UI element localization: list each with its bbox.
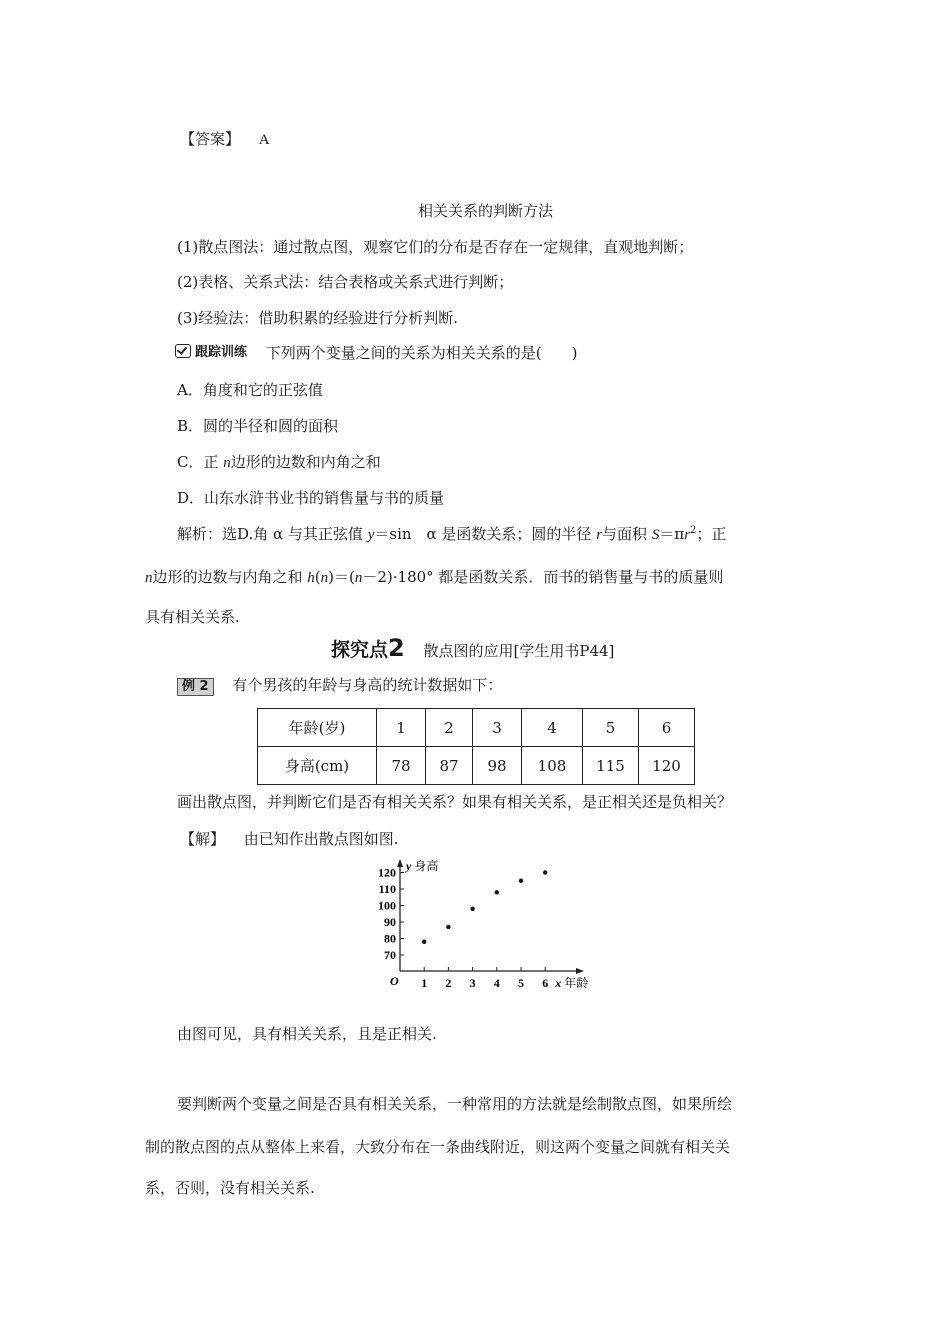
table-cell: 98 (473, 747, 522, 785)
answer-label: 【答案】 (180, 130, 241, 148)
scatter-chart (370, 856, 640, 996)
solution-text: 由已知作出散点图如图. (243, 830, 399, 848)
data-table (257, 708, 695, 785)
y-tick-label: 70 (384, 948, 396, 962)
scatter-point (446, 925, 450, 929)
y-tick-label: 110 (378, 882, 396, 896)
chart-axes (397, 859, 584, 974)
sol-text: 解析：选D.角 α 与其正弦值 (177, 525, 368, 543)
summary-line-3: 系，否则，没有相关关系. (145, 1179, 315, 1197)
table-cell: 115 (583, 747, 639, 785)
y-tick-label: 120 (378, 865, 396, 880)
solution-line-3: 具有相关关系. (145, 608, 240, 626)
section-title (331, 634, 405, 662)
summary-line-2: 制的散点图的点从整体上来看，大致分布在一条曲线附近，则这两个变量之间就有相关关 (145, 1138, 731, 1156)
sol-text: ＝sin α 是函数关系；圆的半径 (374, 525, 597, 543)
solution-label: 【解】 (180, 830, 226, 848)
x-tick-label: 5 (518, 976, 524, 990)
sol-text: 与面积 (602, 525, 652, 543)
table-row (258, 747, 695, 785)
option-d: D．山东水浒书业书的销售量与书的质量 (177, 489, 445, 507)
example-question: 画出散点图，并判断它们是否有相关关系？如果有相关关系，是正相关还是负相关？ (177, 793, 733, 811)
option-c-prefix: C．正 (177, 453, 224, 471)
check-icon (175, 344, 191, 358)
option-c (177, 451, 381, 472)
y-axis-label (404, 858, 438, 873)
sol-var: r (596, 527, 603, 543)
x-tick-label: 3 (469, 976, 476, 990)
table-cell: 2 (426, 709, 473, 747)
option-c-var: n (223, 455, 231, 471)
method-item-2: (2)表格、关系式法：结合表格或关系式进行判断； (177, 273, 514, 291)
example-solution-line (180, 828, 399, 849)
scatter-point (495, 890, 499, 894)
table-cell: 108 (522, 747, 583, 785)
sol-text: －2)·180° 都是函数关系．而书的销售量与书的质量则 (362, 568, 724, 586)
x-tick-label: 1 (421, 976, 428, 990)
x-tick-label: 6 (542, 976, 549, 990)
origin-label: O (390, 974, 399, 988)
sol-text: 边形的边数与内角之和 (152, 568, 308, 586)
practice-badge-label: 跟踪训练 (195, 345, 248, 360)
y-tick-label: 80 (384, 931, 396, 946)
sol-text: ；正 (696, 525, 727, 543)
section-title-num: 2 (388, 634, 405, 662)
x-axis-title: 年龄 (564, 976, 589, 990)
sol-text: ＝π (659, 525, 685, 543)
option-c-suffix: 边形的边数和内角之和 (230, 453, 381, 471)
sol-var: y (367, 527, 375, 543)
option-a: A．角度和它的正弦值 (177, 381, 323, 399)
table-cell: 4 (522, 709, 583, 747)
table-header-height: 身高(cm) (258, 747, 377, 785)
summary-line-1: 要判断两个变量之间是否具有相关关系，一种常用的方法就是绘制散点图，如果所绘 (177, 1095, 733, 1113)
x-tick-label: 2 (445, 976, 452, 990)
x-axis-var: x (555, 976, 562, 990)
method-item-1: (1)散点图法：通过散点图，观察它们的分布是否存在一定规律，直观地判断； (177, 238, 694, 256)
section-subtitle: 散点图的应用[学生用书P44] (423, 642, 615, 660)
y-axis-var: y (406, 859, 412, 873)
sol-var: h (307, 570, 315, 586)
table-row (258, 709, 695, 747)
scatter-point (422, 940, 426, 944)
sol-var: n (354, 570, 363, 586)
solution-line-1 (177, 523, 726, 544)
x-axis-label (554, 975, 588, 990)
table-cell: 1 (377, 709, 426, 747)
practice-question: 下列两个变量之间的关系为相关关系的是( ) (265, 343, 578, 362)
table-cell: 5 (583, 709, 639, 747)
table-cell: 120 (639, 747, 695, 785)
scatter-point (470, 907, 474, 911)
x-tick-label: 4 (493, 976, 500, 990)
chart-points (422, 870, 547, 944)
y-axis-title: 身高 (414, 859, 439, 873)
method-item-3: (3)经验法：借助积累的经验进行分析判断. (177, 309, 459, 327)
table-cell: 3 (473, 709, 522, 747)
sol-var: r (684, 527, 691, 543)
y-tick-label: 90 (384, 915, 396, 929)
solution-line-2 (145, 566, 723, 587)
sol-var: n (320, 570, 329, 586)
example-badge: 例 2 (177, 678, 214, 696)
practice-badge (175, 341, 247, 360)
practice-question-line (175, 341, 578, 363)
scatter-point (519, 879, 523, 883)
answer-value: A (258, 132, 270, 148)
scatter-point (543, 870, 547, 874)
y-axis-arrow (397, 859, 403, 867)
table-cell: 6 (639, 709, 695, 747)
table-cell: 87 (426, 747, 473, 785)
y-tick-label: 100 (378, 898, 396, 913)
sol-text: )＝( (328, 568, 355, 586)
sol-sup: 2 (690, 525, 697, 536)
section-title-text: 探究点 (331, 639, 389, 661)
sol-var: S (651, 527, 660, 543)
method-title: 相关关系的判断方法 (418, 202, 554, 220)
option-b: B．圆的半径和圆的面积 (177, 417, 339, 435)
sol-text: ( (314, 568, 321, 586)
x-axis-arrow (576, 968, 584, 974)
example-conclusion: 由图可见，具有相关关系，且是正相关. (177, 1025, 437, 1043)
example-intro-line (177, 674, 502, 696)
example-intro: 有个男孩的年龄与身高的统计数据如下： (232, 676, 503, 694)
sol-var: n (145, 570, 153, 586)
table-header-age: 年龄(岁) (258, 709, 377, 747)
answer-line (180, 128, 270, 149)
section-heading (331, 634, 614, 662)
table-cell: 78 (377, 747, 426, 785)
